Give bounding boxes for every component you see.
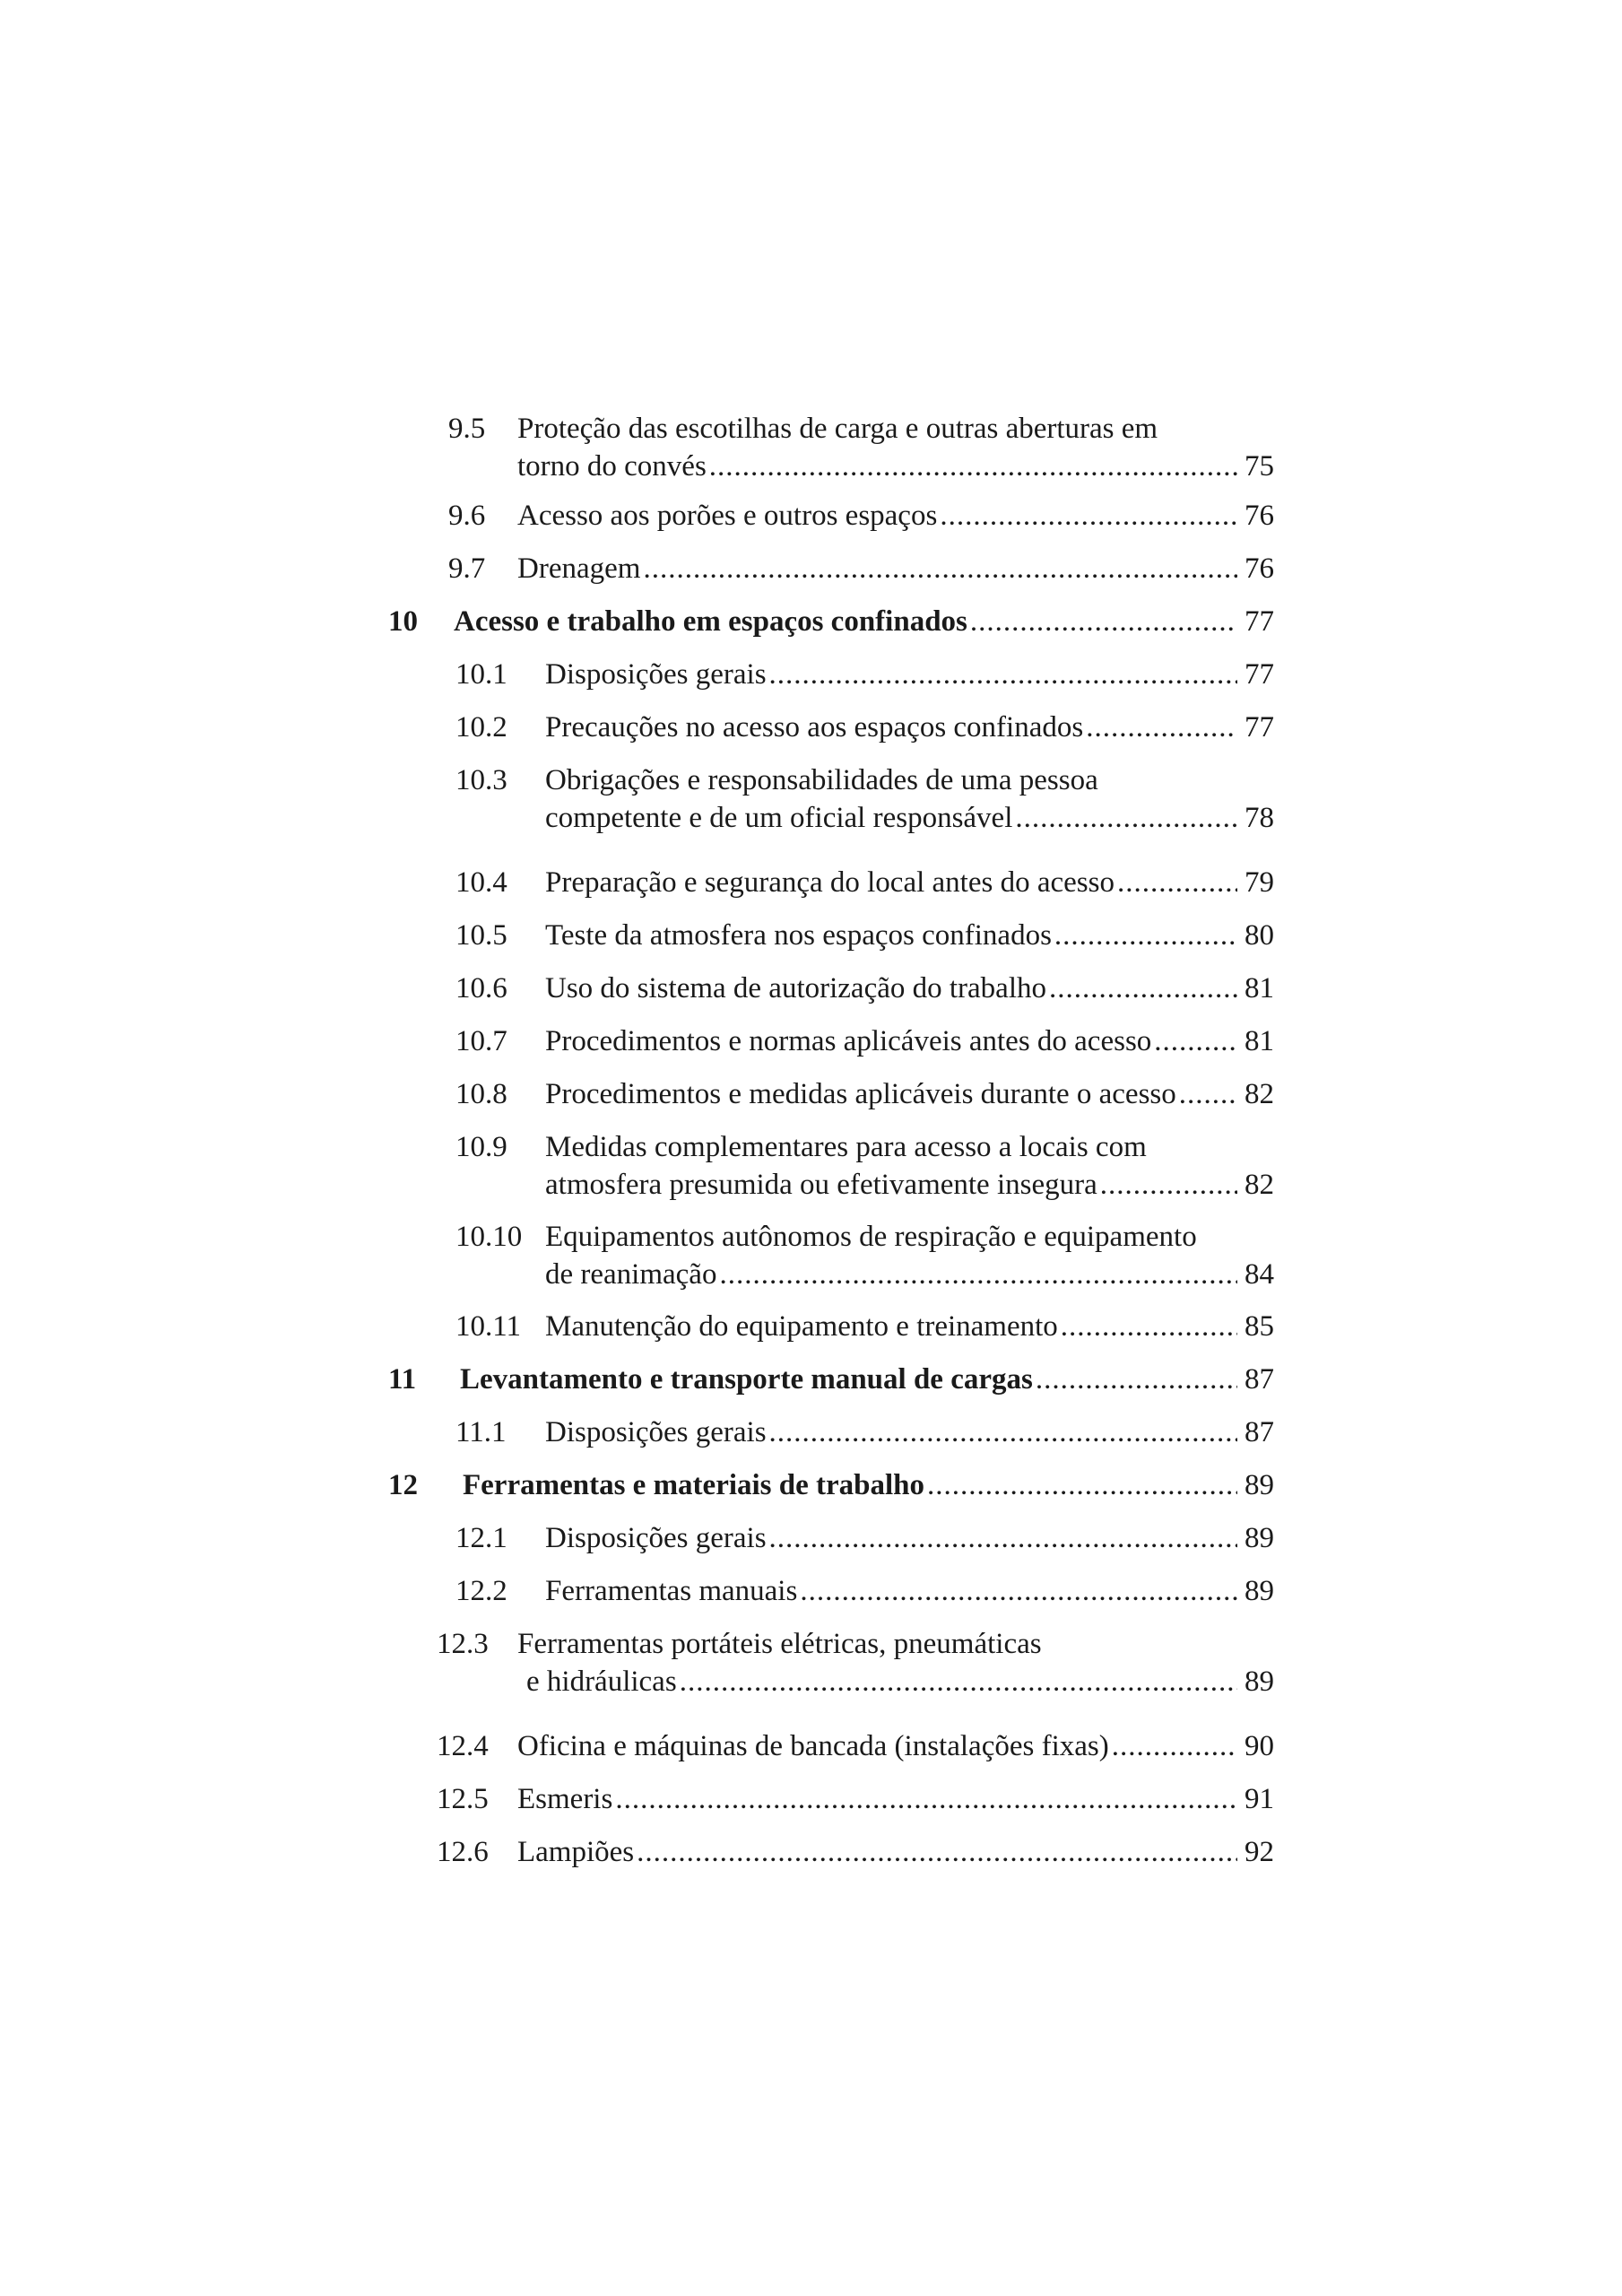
section-title-line: Obrigações e responsabilidades de uma pessoa [545,764,1098,796]
section-number: 10.6 [455,972,507,1004]
section-title: Manutenção do equipamento e treinamento [545,1310,1058,1343]
section-title: Acesso e trabalho em espaços confinados [454,605,967,638]
section-title: Disposições gerais [545,1522,767,1554]
dot-leader [1036,1363,1237,1396]
section-number: 11.1 [455,1416,507,1448]
page-number: 79 [1245,866,1274,899]
section-number: 10.5 [455,919,507,952]
section-title: Procedimentos e normas aplicáveis antes do acesso [545,1025,1152,1057]
page-number: 75 [1245,450,1274,483]
section-title: Acesso aos porões e outros espaços [517,500,938,532]
section-title: Esmeris [517,1783,613,1815]
dot-leader [680,1665,1237,1699]
page-number: 77 [1245,658,1274,691]
section-title: Precauções no acesso aos espaços confinados [545,711,1084,744]
page-number: 84 [1245,1258,1274,1291]
page-number: 91 [1245,1783,1274,1815]
dot-leader [970,605,1237,639]
dot-leader [940,500,1237,533]
page-number: 89 [1245,1469,1274,1501]
section-title: atmosfera presumida ou efetivamente insegura [545,1169,1097,1201]
section-number: 10.7 [455,1025,507,1057]
section-number: 10.1 [455,658,507,691]
section-title: Ferramentas e materiais de trabalho [463,1469,925,1501]
section-title: Lampiões [517,1836,635,1868]
page-number: 81 [1245,1025,1274,1057]
dot-leader [615,1783,1237,1816]
page-number: 82 [1245,1169,1274,1201]
dot-leader [800,1575,1237,1608]
section-title: Disposições gerais [545,658,767,691]
page-number: 76 [1245,552,1274,585]
section-title: Ferramentas manuais [545,1575,798,1607]
section-title: Procedimentos e medidas aplicáveis durante o acesso [545,1078,1176,1110]
section-number: 9.6 [448,500,486,532]
section-title: torno do convés [517,450,707,483]
page-number: 92 [1245,1836,1274,1868]
page-number: 77 [1245,711,1274,744]
section-number: 10.4 [455,866,507,899]
page-number: 81 [1245,972,1274,1004]
page-number: 89 [1245,1522,1274,1554]
section-number: 10 [388,605,418,638]
dot-leader [1049,972,1237,1005]
dot-leader [709,450,1237,483]
section-title-line: Ferramentas portáteis elétricas, pneumáticas [517,1628,1042,1660]
section-number: 9.7 [448,552,486,585]
page-number: 89 [1245,1575,1274,1607]
page-number: 87 [1245,1416,1274,1448]
page-number: 87 [1245,1363,1274,1396]
section-title: de reanimação [545,1258,717,1291]
section-title-line: Medidas complementares para acesso a locais com [545,1131,1147,1163]
dot-leader [1054,919,1237,952]
dot-leader [637,1836,1237,1869]
section-number: 10.10 [455,1221,523,1253]
section-number: 10.2 [455,711,507,744]
dot-leader [1154,1025,1237,1058]
section-number: 12.6 [437,1836,489,1868]
section-number: 12.5 [437,1783,489,1815]
section-title: Preparação e segurança do local antes do acesso [545,866,1115,899]
dot-leader [769,1416,1237,1449]
page-number: 76 [1245,500,1274,532]
page-number: 78 [1245,802,1274,834]
section-title-line: Proteção das escotilhas de carga e outras aberturas em [517,413,1158,445]
dot-leader [1100,1169,1237,1202]
dot-leader [1061,1310,1237,1344]
section-number: 12.3 [437,1628,489,1660]
section-number: 10.11 [455,1310,522,1343]
section-number: 12.2 [455,1575,507,1607]
section-title-line: Equipamentos autônomos de respiração e equipamento [545,1221,1197,1253]
dot-leader [719,1258,1237,1292]
page-number: 82 [1245,1078,1274,1110]
dot-leader [1086,711,1237,744]
dot-leader [1112,1730,1237,1763]
section-title: e hidráulicas [526,1665,677,1698]
section-number: 12.4 [437,1730,489,1762]
section-number: 10.3 [455,764,507,796]
page-number: 80 [1245,919,1274,952]
page-number: 90 [1245,1730,1274,1762]
dot-leader [769,658,1237,691]
section-number: 11 [388,1363,417,1396]
page-number: 85 [1245,1310,1274,1343]
dot-leader [1015,802,1237,835]
section-title: Teste da atmosfera nos espaços confinados [545,919,1052,952]
section-title: Drenagem [517,552,641,585]
section-number: 12 [388,1469,418,1501]
dot-leader [1117,866,1237,900]
section-title: Disposições gerais [545,1416,767,1448]
section-number: 9.5 [448,413,486,445]
dot-leader [927,1469,1237,1502]
section-number: 12.1 [455,1522,507,1554]
section-number: 10.8 [455,1078,507,1110]
section-title: Oficina e máquinas de bancada (instalações fixas) [517,1730,1109,1762]
page-number: 89 [1245,1665,1274,1698]
section-title: Levantamento e transporte manual de cargas [460,1363,1033,1396]
section-title: Uso do sistema de autorização do trabalho [545,972,1046,1004]
section-number: 10.9 [455,1131,507,1163]
dot-leader [1179,1078,1237,1111]
dot-leader [643,552,1237,586]
page-number: 77 [1245,605,1274,638]
section-title: competente e de um oficial responsável [545,802,1013,834]
dot-leader [769,1522,1237,1555]
